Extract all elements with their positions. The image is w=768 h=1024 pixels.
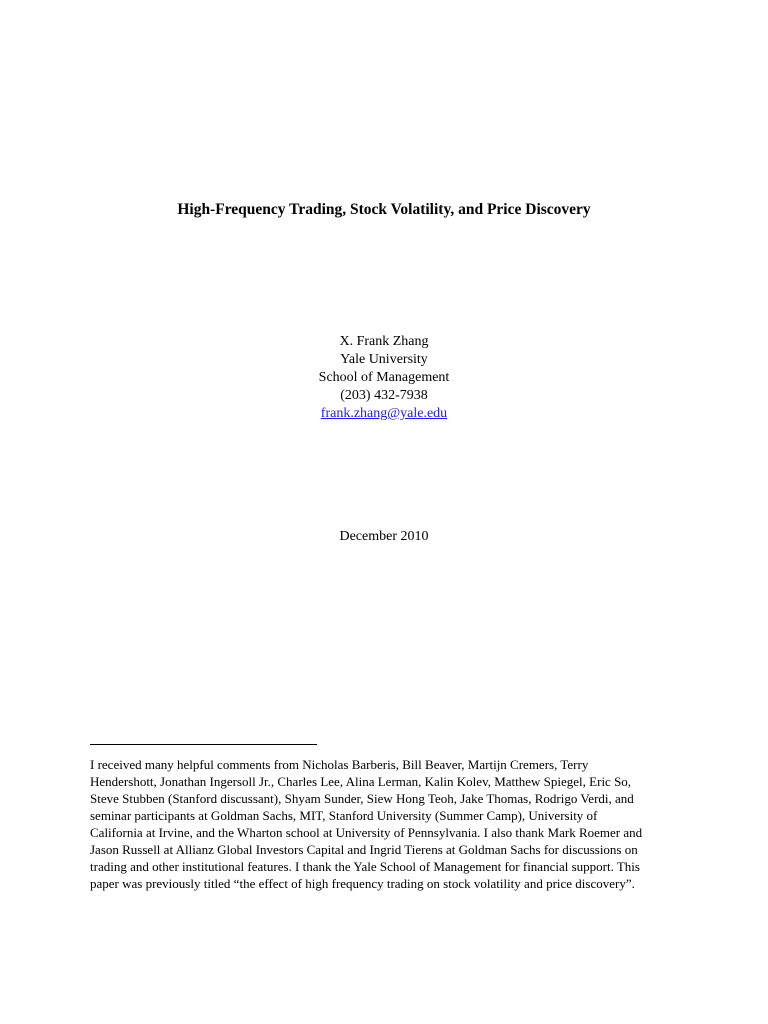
author-email-link[interactable]: frank.zhang@yale.edu — [320, 406, 448, 421]
paper-date: December 2010 — [339, 529, 429, 544]
footnote-line: trading and other institutional features. I thank the Yale School of Management for financial support. This — [90, 859, 640, 874]
author-department: School of Management — [318, 370, 450, 385]
footnote-line: seminar participants at Goldman Sachs, MIT, Stanford University (Summer Camp), University of — [90, 808, 598, 823]
footnote-line: California at Irvine, and the Wharton school at University of Pennsylvania. I also thank Mark Roemer and — [90, 825, 643, 840]
author-name: X. Frank Zhang — [339, 334, 429, 349]
footnote-line: Jason Russell at Allianz Global Investors Capital and Ingrid Tierens at Goldman Sachs for discussions on — [90, 842, 638, 857]
author-affiliation: Yale University — [340, 352, 428, 367]
footnote-divider — [90, 744, 317, 745]
footnote-line: Hendershott, Jonathan Ingersoll Jr., Charles Lee, Alina Lerman, Kalin Kolev, Matthew Spiegel, Eric So, — [90, 774, 632, 789]
author-block — [0, 333, 768, 423]
footnote-line: Steve Stubben (Stanford discussant), Shyam Sunder, Siew Hong Teoh, Jake Thomas, Rodrigo Verdi, and — [90, 791, 634, 806]
author-phone: (203) 432-7938 — [340, 388, 428, 403]
footnote-line: paper was previously titled “the effect of high frequency trading on stock volatility and price discovery”. — [90, 876, 635, 891]
paper-title: High-Frequency Trading, Stock Volatility, and Price Discovery — [177, 201, 591, 218]
acknowledgement-footnote — [90, 756, 680, 892]
footnote-line: I received many helpful comments from Nicholas Barberis, Bill Beaver, Martijn Cremers, Terry — [90, 757, 589, 772]
